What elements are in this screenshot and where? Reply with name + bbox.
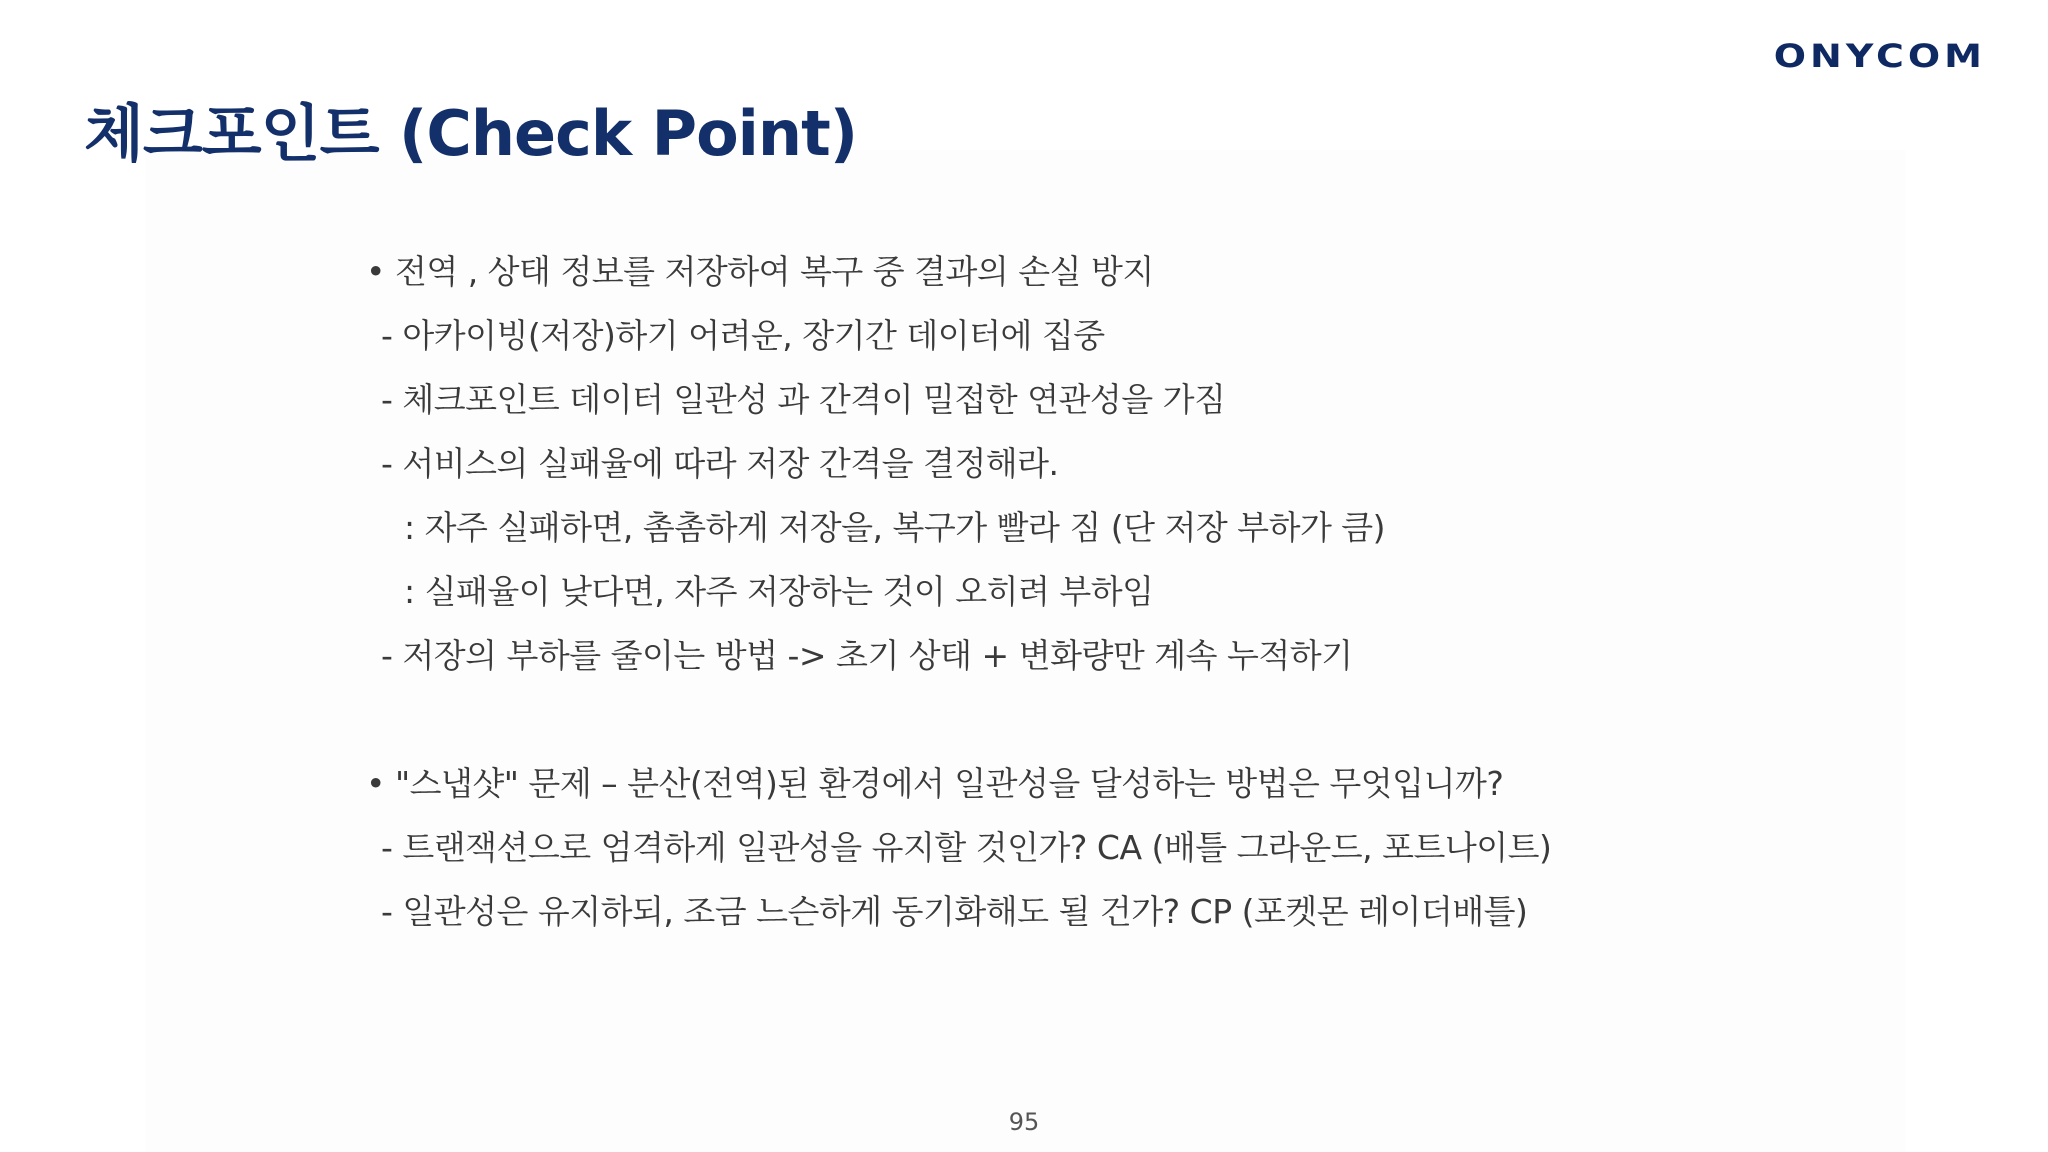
sub-item: - 아카이빙(저장)하기 어려운, 장기간 데이터에 집중 [381,316,1105,355]
detail-item: : 자주 실패하면, 촘촘하게 저장을, 복구가 빨라 짐 (단 저장 부하가 큼) [404,508,1386,547]
sub-item: - 트랜잭션으로 엄격하게 일관성을 유지할 것인가? CA (배틀 그라운드, 포트나이트) [381,828,1552,867]
sub-item: - 일관성은 유지하되, 조금 느슨하게 동기화해도 될 건가? CP (포켓몬 레이더배틀) [381,892,1528,931]
sub-item: - 저장의 부하를 줄이는 방법 -> 초기 상태 + 변화량만 계속 누적하기 [381,636,1353,675]
spacer [366,688,1966,752]
sub-item: - 체크포인트 데이터 일관성 과 간격이 밀접한 연관성을 가짐 [381,380,1226,419]
slide-title: 체크포인트 (Check Point) [84,97,858,170]
slide-content [366,240,1966,944]
page-number: 95 [1008,1108,1040,1136]
bullet-item: • "스냅샷" 문제 – 분산(전역)된 환경에서 일관성을 달성하는 방법은 무엇입니까? [366,764,1504,803]
bullet-item: • 전역 , 상태 정보를 저장하여 복구 중 결과의 손실 방지 [366,252,1154,291]
onycom-logo: ONYCOM [1773,37,1986,75]
detail-item: : 실패율이 낮다면, 자주 저장하는 것이 오히려 부하임 [404,572,1154,611]
sub-item: - 서비스의 실패율에 따라 저장 간격을 결정해라. [381,444,1059,483]
